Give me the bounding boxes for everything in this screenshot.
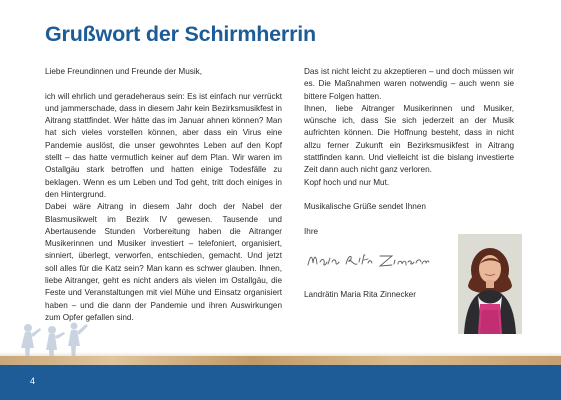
- spacer: [304, 214, 514, 226]
- closing-line: Musikalische Grüße sendet Ihnen: [304, 202, 426, 212]
- portrait-photo: [458, 234, 522, 334]
- greeting: Liebe Freundinnen und Freunde der Musik,: [45, 67, 203, 76]
- left-column: [45, 66, 282, 324]
- footer-bar: [0, 365, 561, 400]
- signature-caption: Landrätin Maria Rita Zinnecker: [304, 290, 416, 299]
- paragraph-2: Dabei wäre Aitrang in diesem Jahr doch der Nabel der Blasmusikwelt im Bezirk IV gewesen. Tausende und Abertausende Stunden Vorbereitung haben die Aitranger Musikerinnen und Musiker investiert – telefoniert, organisiert, sinniert, überlegt, verworfen, entschieden, gemacht. Und jetzt soll alles für die Katz sein? Man kann es schwer glauben. Ihnen, liebe Aitranger, geht es nicht anders als vielen im Ostallgäu, die Feste und Veranstaltungen mit viel Mühe und Einsatz organisiert haben – und die dann der Pandemie und ihren Auswirkungen zum Opfer gefallen sind.: [45, 202, 282, 322]
- paragraph-4: Ihnen, liebe Aitranger Musikerinnen und Musiker, wünsche ich, dass Sie sich jederzeit an der Musik aufrichten können. Die Hoffnung besteht, dass in nicht allzu ferner Zukunft ein Bezirksmusikfest in Aitrang stattfinden kann. Und vielleicht ist die bislang investierte Zeit dann auch nicht ganz verloren.: [304, 103, 514, 175]
- page-number: 4: [30, 376, 36, 386]
- paragraph-5: Kopf hoch und nur Mut.: [304, 177, 390, 187]
- page-title: Grußwort der Schirmherrin: [45, 22, 316, 46]
- right-column: [304, 66, 514, 238]
- spacer: [45, 78, 282, 90]
- paragraph-3: Das ist nicht leicht zu akzeptieren – und doch müssen wir es. Die Maßnahmen waren notwendig – auch wenn sie bittere Folgen hatten.: [304, 67, 514, 101]
- spacer: [304, 189, 514, 201]
- signature: [304, 248, 432, 272]
- closing-ihre: Ihre: [304, 226, 319, 236]
- paragraph-1: ich will ehrlich und geradeheraus sein: Es ist einfach nur verrückt und jammerschade, dass in diesem Jahr kein Bezirksmusikfest in Aitrang stattfindet. Wer hätte das im Januar ahnen können? Man hat sich vieles vorstellen können, aber dass ein Virus eine Pandemie auslöst, die unser gewohntes Leben auf den Kopf stellt – das hatte vermutlich keiner auf dem Plan. Wir waren im Ostallgäu stark betroffen und hatten einige Todesfälle zu beklagen. Wenn es um Leben und Tod geht, tritt doch einiges in den Hintergrund.: [45, 91, 282, 199]
- wood-strip: [0, 356, 561, 365]
